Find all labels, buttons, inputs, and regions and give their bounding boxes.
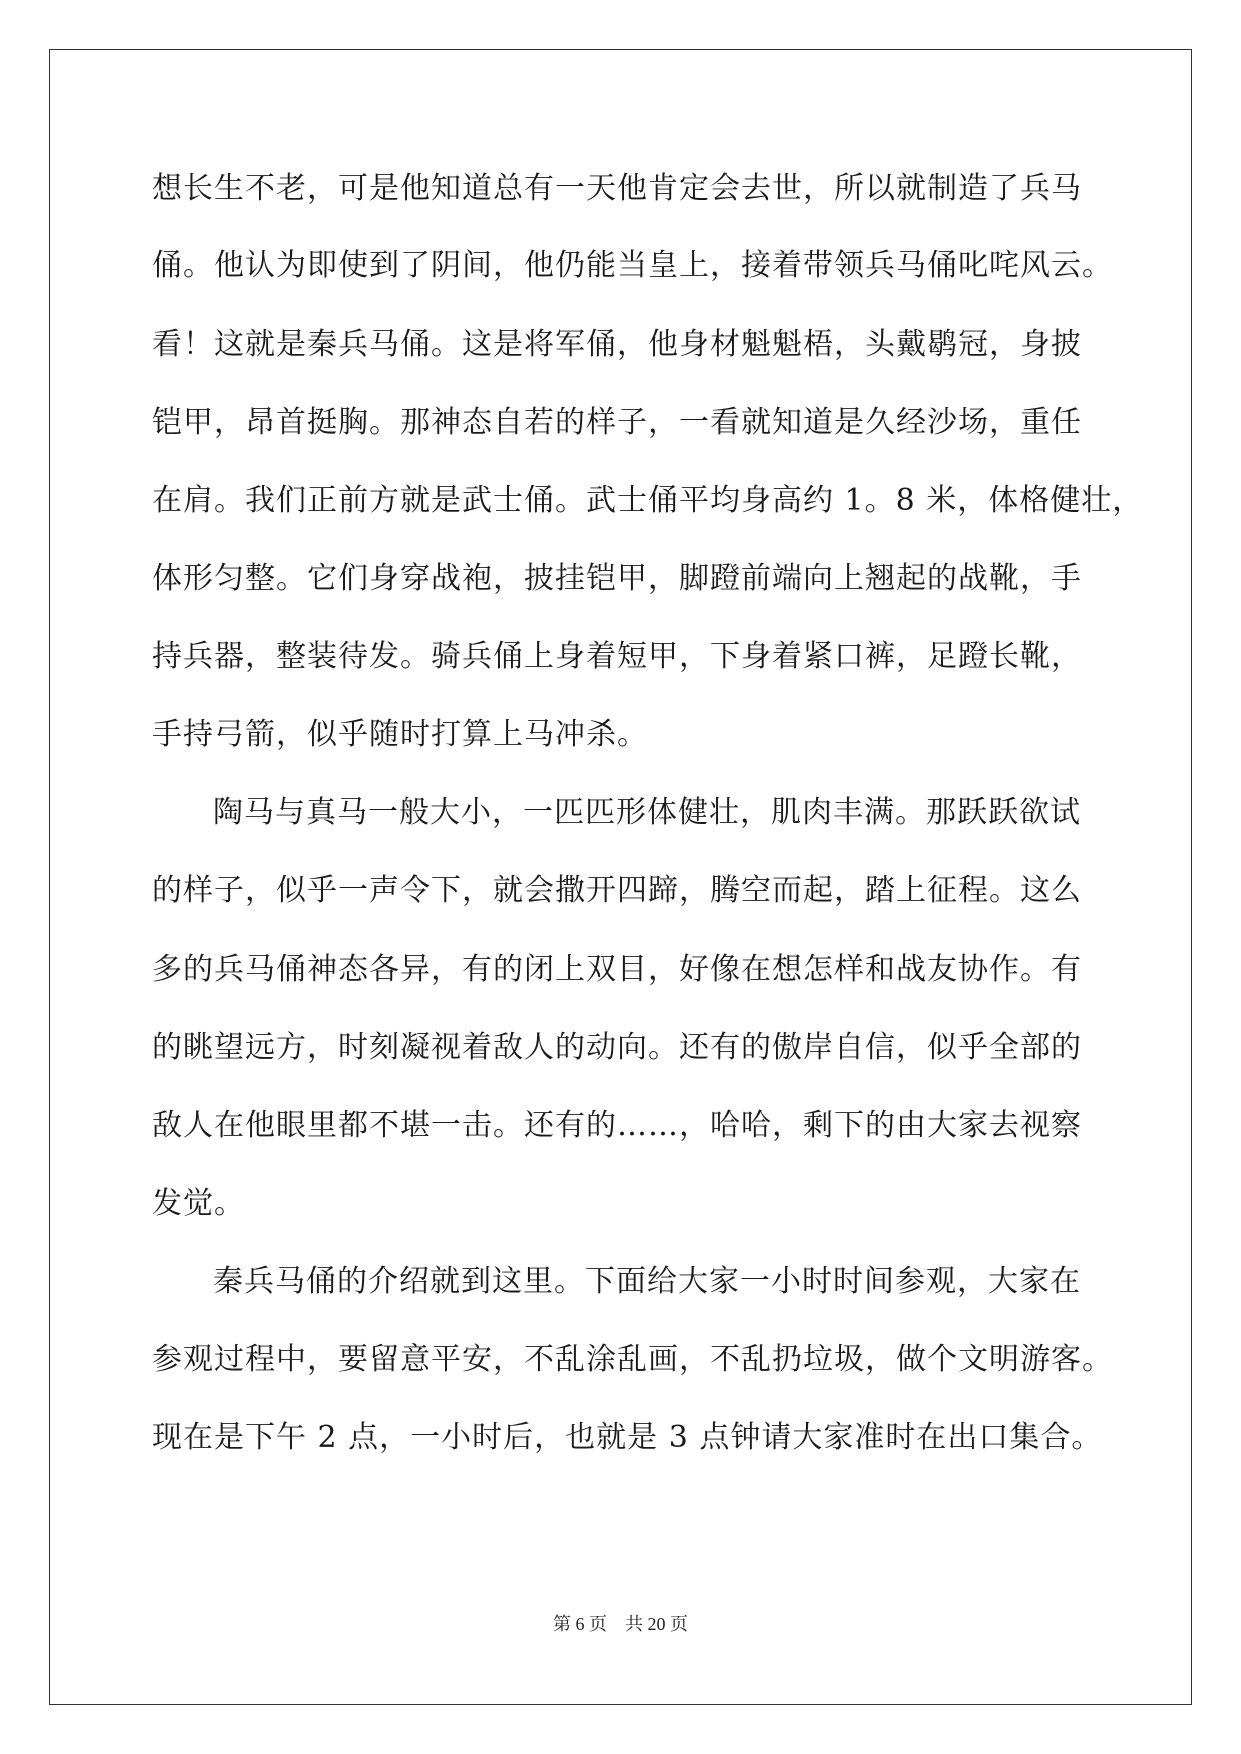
text-line: 参观过程中，要留意平安，不乱涂乱画，不乱扔垃圾，做个文明游客。 bbox=[152, 1342, 1113, 1377]
page-number: 第 6 页 bbox=[553, 1614, 607, 1634]
text-line: 发觉。 bbox=[152, 1186, 245, 1221]
text-line: 手持弓箭，似乎随时打算上马冲杀。 bbox=[152, 717, 648, 752]
text-line: 体形匀整。它们身穿战袍，披挂铠甲，脚蹬前端向上翘起的战靴，手 bbox=[152, 561, 1082, 596]
text-line: 持兵器，整装待发。骑兵俑上身着短甲，下身着紧口裤，足蹬长靴， bbox=[152, 639, 1082, 674]
page-total: 共 20 页 bbox=[625, 1614, 688, 1634]
page-footer bbox=[0, 1612, 1241, 1636]
paragraph-start-line: 陶马与真马一般大小，一匹匹形体健壮，肌肉丰满。那跃跃欲试 bbox=[213, 795, 1081, 830]
text-line: 的眺望远方，时刻凝视着敌人的动向。还有的傲岸自信，似乎全部的 bbox=[152, 1030, 1082, 1065]
text-line: 铠甲，昂首挺胸。那神态自若的样子，一看就知道是久经沙场，重任 bbox=[152, 405, 1082, 440]
text-line: 多的兵马俑神态各异，有的闭上双目，好像在想怎样和战友协作。有 bbox=[152, 952, 1082, 987]
text-line: 想长生不老，可是他知道总有一天他肯定会去世，所以就制造了兵马 bbox=[152, 171, 1082, 206]
text-line: 在肩。我们正前方就是武士俑。武士俑平均身高约 1。8 米，体格健壮， bbox=[152, 483, 1144, 518]
paragraph-start-line: 秦兵马俑的介绍就到这里。下面给大家一小时时间参观，大家在 bbox=[213, 1264, 1081, 1299]
text-line: 看！这就是秦兵马俑。这是将军俑，他身材魁魁梧，头戴鹖冠，身披 bbox=[152, 327, 1082, 362]
text-line: 的样子，似乎一声令下，就会撒开四蹄，腾空而起，踏上征程。这么 bbox=[152, 873, 1082, 908]
text-line: 俑。他认为即使到了阴间，他仍能当皇上，接着带领兵马俑叱咤风云。 bbox=[152, 248, 1113, 283]
text-line: 敌人在他眼里都不堪一击。还有的……，哈哈，剩下的由大家去视察 bbox=[152, 1108, 1082, 1143]
text-line: 现在是下午 2 点，一小时后，也就是 3 点钟请大家准时在出口集合。 bbox=[152, 1420, 1103, 1455]
